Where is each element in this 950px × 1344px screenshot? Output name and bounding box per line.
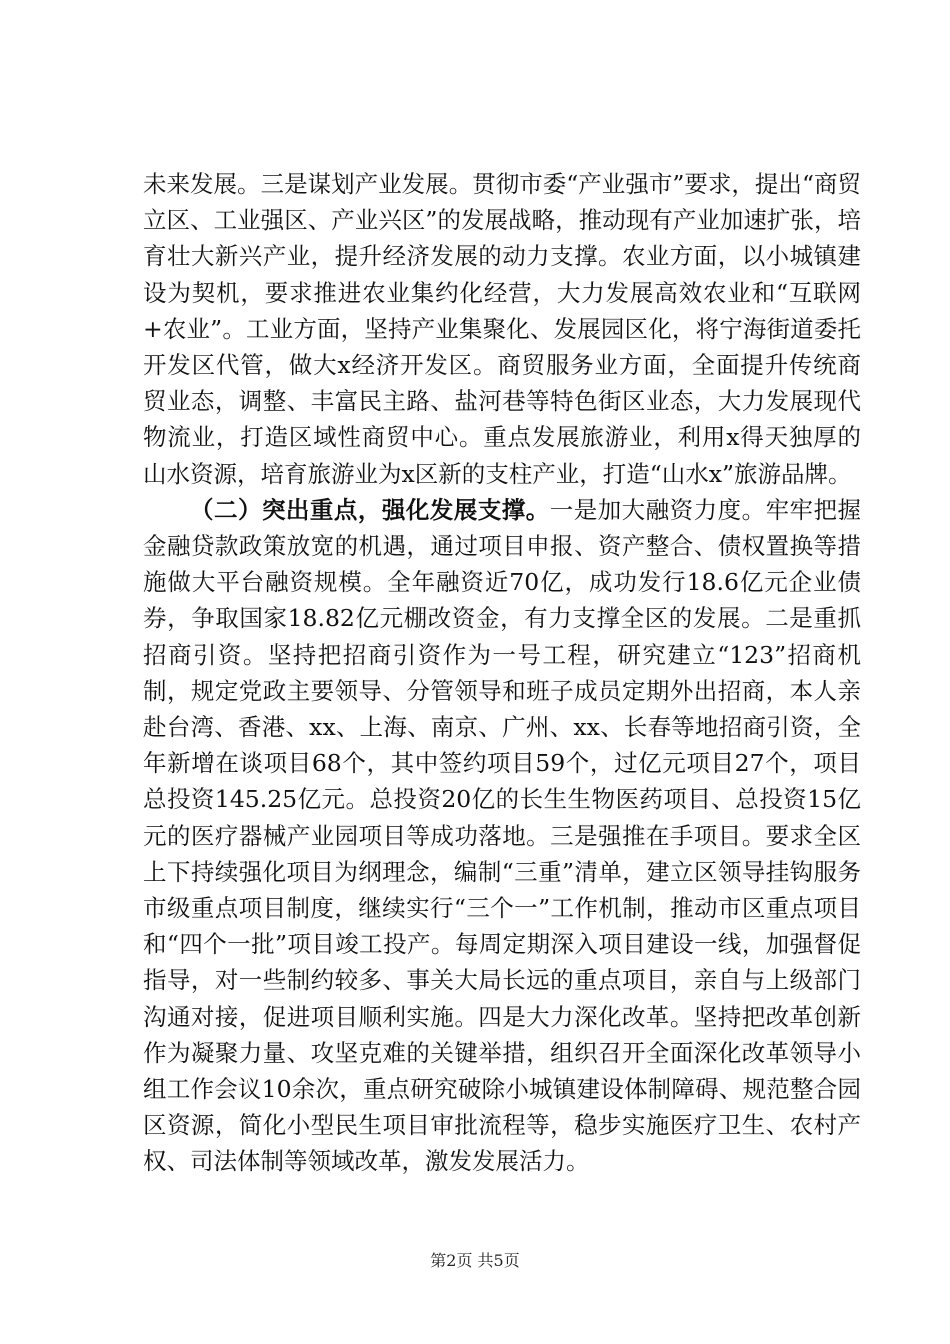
paragraph-continued: 未来发展。三是谋划产业发展。贯彻市委“产业强市”要求，提出“商贸立区、工业强区、产业兴区”的发展战略，推动现有产业加速扩张，培育壮大新兴产业，提升经济发展的动力支撑。农业方面，以小城镇建设为契机，要求推进农业集约化经营，大力发展高效农业和“互联网+农业”。工业方面，坚持产业集聚化、发展园区化，将宁海街道委托开发区代管，做大x经济开发区。商贸服务业方面，全面提升传统商贸业态，调整、丰富民主路、盐河巷等特色街区业态，大力发展现代物流业，打造区域性商贸中心。重点发展旅游业，利用x得天独厚的山水资源，培育旅游业为x区新的支柱产业，打造“山水x”旅游品牌。 <box>143 170 861 488</box>
page-footer <box>0 1248 950 1271</box>
section-heading: （二）突出重点，强化发展支撑。 <box>190 495 550 524</box>
paragraph-section-two <box>143 492 861 1180</box>
page-number: 第2页 共5页 <box>430 1251 520 1270</box>
document-body <box>143 166 861 1180</box>
section-body: 一是加大融资力度。牢牢把握金融贷款政策放宽的机遇，通过项目申报、资产整合、债权置换等措施做大平台融资规模。全年融资近70亿，成功发行18.6亿元企业债券，争取国家18.82亿元棚改资金，有力支撑全区的发展。二是重抓招商引资。坚持把招商引资作为一号工程，研究建立“123”招商机制，规定党政主要领导、分管领导和班子成员定期外出招商，本人亲赴台湾、香港、xx、上海、南京、广州、xx、长春等地招商引资，全年新增在谈项目68个，其中签约项目59个，过亿元项目27个，项目总投资145.25亿元。总投资20亿的长生生物医药项目、总投资15亿元的医疗器械产业园项目等成功落地。三是强推在手项目。要求全区上下持续强化项目为纲理念，编制“三重”清单，建立区领导挂钩服务市级重点项目制度，继续实行“三个一”工作机制，推动市区重点项目和“四个一批”项目竣工投产。每周定期深入项目建设一线，加强督促指导，对一些制约较多、事关大局长远的重点项目，亲自与上级部门沟通对接，促进项目顺利实施。四是大力深化改革。坚持把改革创新作为凝聚力量、攻坚克难的关键举措，组织召开全面深化改革领导小组工作会议10余次，重点研究破除小城镇建设体制障碍、规范整合园区资源，简化小型民生项目审批流程等，稳步实施医疗卫生、农村产权、司法体制等领域改革，激发发展活力。 <box>143 495 862 1176</box>
